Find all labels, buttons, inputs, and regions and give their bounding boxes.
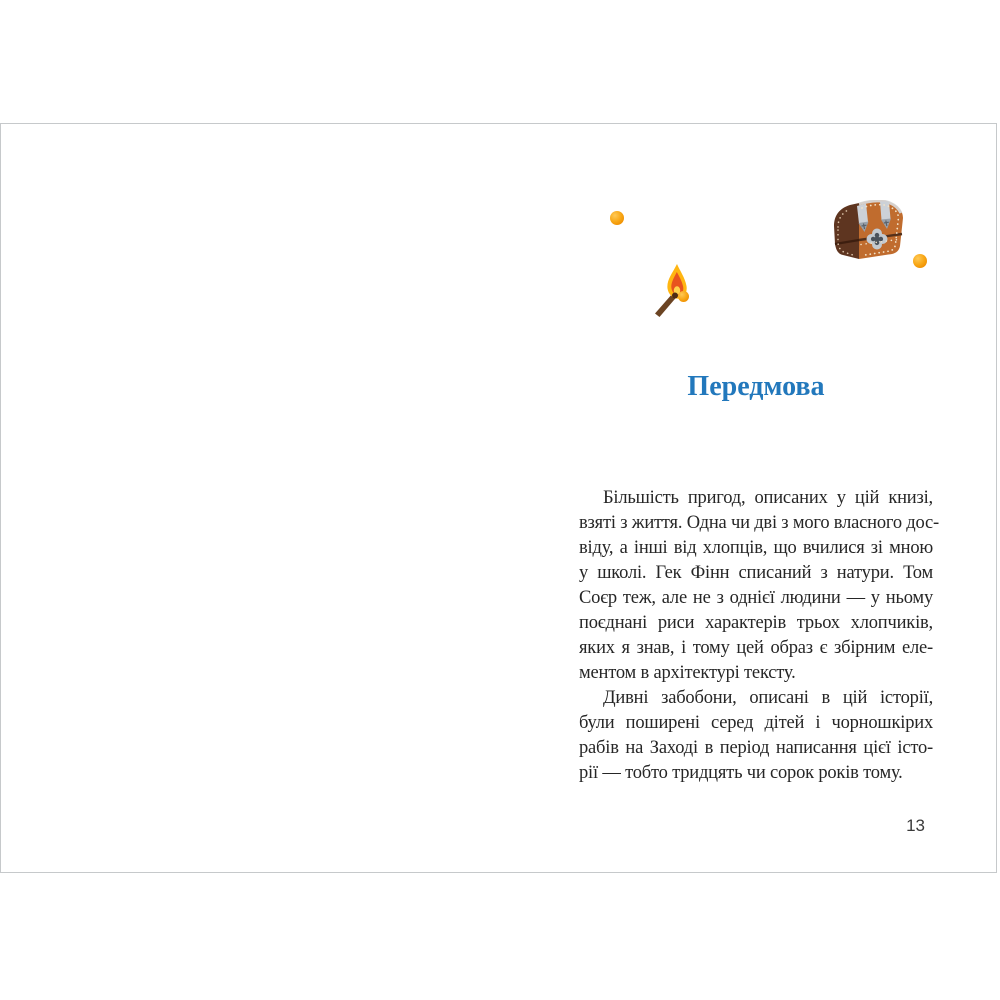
coin-icon <box>913 254 927 268</box>
burning-match-icon <box>651 259 687 317</box>
text-line: віду, а інші від хлопців, що вчилися зі мною <box>579 538 933 558</box>
body-text <box>579 486 939 786</box>
chapter-heading: Передмова <box>687 371 825 402</box>
text-line: Соєр теж, але не з однієї людини — у ньому <box>579 588 933 608</box>
text-line: Дивні забобони, описані в цій історії, <box>603 688 933 708</box>
book-page <box>0 123 997 873</box>
text-line: у школі. Гек Фінн списаний з натури. Том <box>579 563 933 583</box>
coin-icon <box>678 291 689 302</box>
coin-icon <box>610 211 624 225</box>
page-number: 13 <box>906 816 925 835</box>
text-line: Більшість пригод, описаних у цій книзі, <box>603 488 933 508</box>
text-line: рабів на Заході в період написання цієї істо- <box>579 738 933 758</box>
text-line: ментом в архітектурі тексту. <box>579 663 796 683</box>
text-line: були поширені серед дітей і чорношкірих <box>579 713 933 733</box>
treasure-chest-icon <box>826 200 906 262</box>
text-line: яких я знав, і тому цей образ є збірним еле- <box>579 638 933 658</box>
text-line: рії — тобто тридцять чи сорок років тому. <box>579 763 903 783</box>
text-line: поєднані риси характерів трьох хлопчиків, <box>579 613 933 633</box>
text-line: взяті з життя. Одна чи дві з мого власного дос- <box>579 513 939 533</box>
